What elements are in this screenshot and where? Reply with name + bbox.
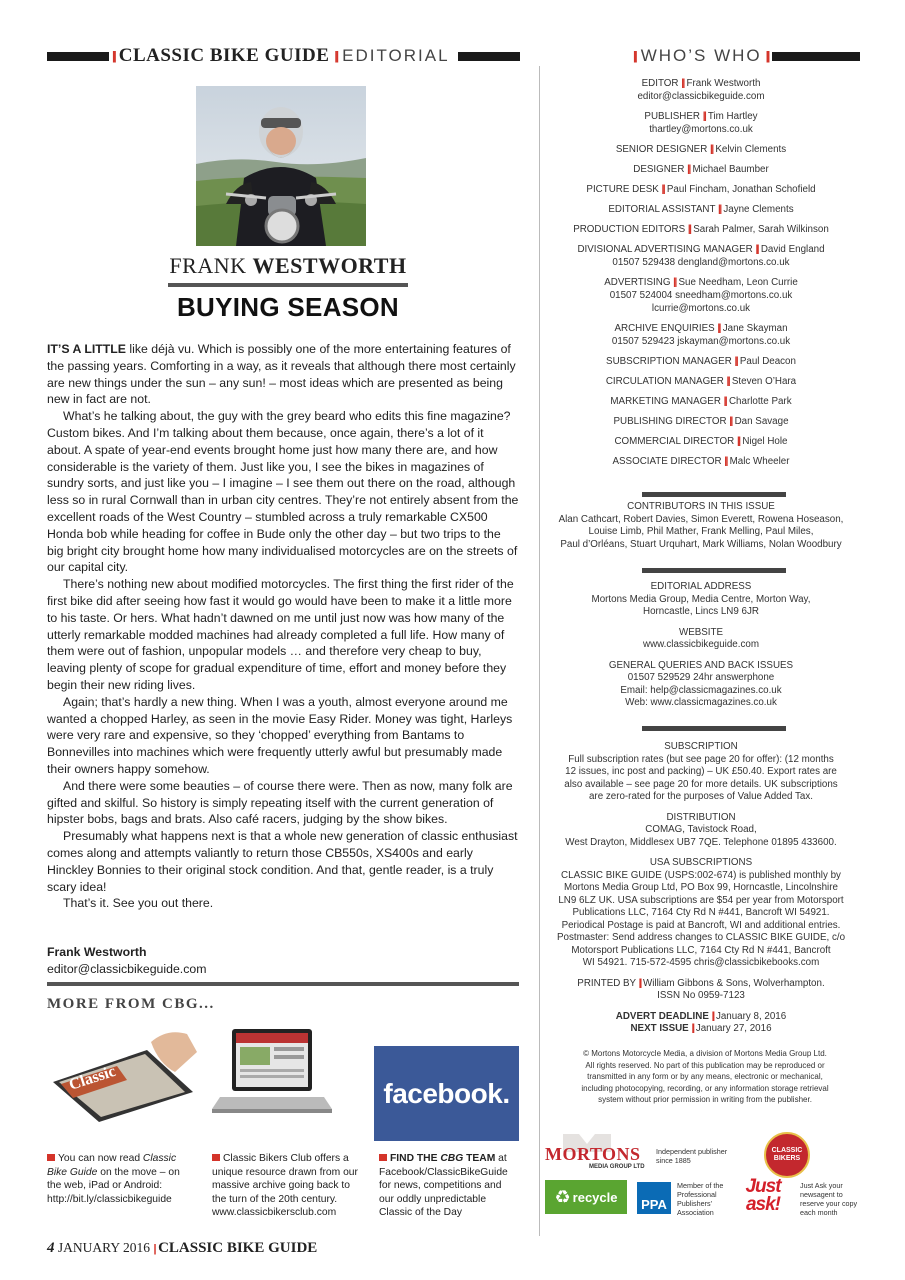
lead-in: IT’S A LITTLE — [47, 342, 127, 356]
contributors-line: Alan Cathcart, Robert Davies, Simon Everett, Rowena Hoseason, — [558, 513, 844, 525]
staff-entry — [541, 243, 861, 269]
indep-line: since 1885 — [656, 1156, 691, 1165]
staff-name: Malc Wheeler — [729, 456, 790, 467]
headline: BUYING SEASON — [176, 292, 400, 322]
subscription-line: are zero-rated for the purposes of Value Added Tax. — [588, 791, 814, 802]
next-issue — [541, 1023, 861, 1036]
just-ask-logo — [734, 1176, 792, 1216]
author-rule — [168, 283, 408, 287]
badge-text: CLASSIC — [771, 1147, 803, 1154]
section-rule — [642, 726, 786, 731]
address-line: Horncastle, Lincs LN9 6JR — [643, 606, 759, 617]
promo-text: at Facebook/ClassicBikeGuide for news, competitions and our oddly unpredictable Classic of the Day — [379, 1153, 508, 1218]
paragraph: Presumably what happens next is that a whole new generation of classic enthusiast comes along and attempts valiantly to return those CB550s, XS400s and early Hinckley Bonnies to their original stock condition. And that, gentle reader, is a truly scary idea! — [47, 829, 518, 894]
section-header — [47, 44, 520, 68]
staff-role: MARKETING MANAGER — [610, 396, 721, 407]
printed-name: William Gibbons & Sons, Wolverhampton. — [643, 977, 825, 989]
staff-name: Kelvin Clements — [715, 144, 787, 155]
queries-web[interactable]: Web: www.classicmagazines.co.uk — [625, 697, 777, 708]
staff-contact: thartley@mortons.co.uk — [649, 124, 753, 135]
promo-club — [212, 1152, 364, 1220]
staff-entry — [541, 77, 861, 103]
article-body — [47, 341, 520, 912]
ppa-line: Member of the — [677, 1181, 724, 1190]
separator: || — [717, 323, 720, 334]
ppa-line: Association — [677, 1208, 714, 1217]
staff-role: ADVERTISING — [604, 277, 671, 288]
usa-line: Publications LLC, 7164 Cty Rd N #441, Bancroft WI 54921. — [572, 907, 830, 918]
staff-role: EDITOR — [641, 78, 679, 89]
magazine-title: CLASSIC BIKE GUIDE — [118, 45, 330, 66]
section-rule — [642, 492, 786, 497]
promo-text: Classic Bikers Club offers a unique resource drawn from our massive archive going back to the turn of the 20th century. www.classicbikersclub.com — [212, 1153, 358, 1218]
promo-text: TEAM — [463, 1153, 496, 1164]
staff-entry — [541, 203, 861, 216]
usa-line: Periodical Postage is paid at Bancroft, WI and additional entries. — [561, 919, 841, 931]
separator: || — [736, 436, 740, 447]
staff-role: DESIGNER — [633, 164, 685, 175]
signoff — [47, 944, 347, 978]
staff-contact: 01507 529423 jskayman@mortons.co.uk — [611, 336, 791, 347]
staff-entry — [541, 415, 861, 428]
separator: || — [726, 376, 730, 387]
promo-text: Classic Bike Guide — [47, 1153, 177, 1178]
staff-contact: 01507 529438 dengland@mortons.co.uk — [612, 257, 790, 268]
recycle-logo — [545, 1180, 627, 1214]
subscription-line: also available – see page 20 for more details. UK subscriptions — [564, 778, 838, 790]
copyright-line: including photocopying, recording, or any information storage retrieval — [581, 1083, 829, 1093]
paragraph-text: like déjà vu. Which is possibly one of the more entertaining features of the passing years. Comforting in a way, as it reveals that although there most certainly are new things under the sun – any sun! – most ideas which are presented as being new in fact are not. — [47, 342, 516, 407]
bullet-icon — [212, 1154, 220, 1161]
paragraph: There’s nothing new about modified motorcycles. The first thing the first rider of the first bike did after seeing how fast it would go would have been to make it a little more to his taste. Or hers. What hadn’t dawned on me until just now was how many of the utterly remarkable modded machines had already completed a full life. How many of them were out of fashion, unpopular models … and therefore very cheap to buy, leaving plenty of scope for gradual expenditure of time, effort and money before they begin their new riding lives. — [47, 577, 514, 692]
header-bar-right — [772, 52, 860, 61]
usa-line: Mortons Media Group Ltd, PO Box 99, Horncastle, Lincolnshire — [564, 882, 838, 893]
page-number: 4 — [47, 1240, 55, 1256]
facebook-logo[interactable] — [374, 1046, 519, 1141]
whos-who-header — [540, 44, 860, 68]
staff-name: Sue Needham, Leon Currie — [678, 277, 798, 288]
staff-entry — [541, 110, 861, 136]
separator: || — [153, 1241, 155, 1255]
separator: || — [724, 456, 727, 467]
contributors-line: Louise Limb, Phil Mather, Frank Melling, Paul Miles, — [588, 526, 814, 537]
subscription-line: Full subscription rates (but see page 20 for offer): (12 months — [568, 753, 834, 765]
signoff-email[interactable]: editor@classicbikeguide.com — [47, 962, 207, 976]
header-bar-left — [47, 52, 109, 61]
staff-role: SUBSCRIPTION MANAGER — [606, 356, 732, 367]
staff-contact: 01507 524004 sneedham@mortons.co.uk — [609, 290, 793, 301]
issn: ISSN No 0959-7123 — [657, 990, 745, 1001]
promo-text: FIND THE — [390, 1153, 441, 1164]
address-line: Mortons Media Group, Media Centre, Morton Way, — [591, 593, 811, 605]
staff-entry — [541, 276, 861, 315]
copyright-line: transmitted in any form or by any means, electronic or mechanical, — [587, 1072, 823, 1081]
staff-entry — [541, 455, 861, 468]
staff-name: Sarah Palmer, Sarah Wilkinson — [693, 224, 829, 235]
staff-name: Frank Westworth — [686, 78, 761, 89]
separator: || — [729, 416, 732, 427]
staff-role: DIVISIONAL ADVERTISING MANAGER — [577, 244, 753, 255]
separator: || — [702, 111, 706, 122]
contributors-line: Paul d’Orléans, Stuart Urquhart, Mark Williams, Nolan Woodbury — [560, 538, 842, 550]
just-ask-text — [800, 1181, 857, 1217]
staff-name: Michael Baumber — [692, 164, 769, 175]
usa-line: CLASSIC BIKE GUIDE (USPS:002-674) is published monthly by — [561, 869, 841, 881]
staff-entry — [541, 143, 861, 156]
staff-entry — [541, 435, 861, 448]
distribution-line: COMAG, Tavistock Road, — [645, 824, 757, 835]
header-bar-right — [458, 52, 520, 61]
contributors-title: CONTRIBUTORS IN THIS ISSUE — [627, 501, 775, 512]
header-separator: || — [334, 49, 338, 63]
staff-name: Steven O’Hara — [731, 376, 797, 387]
paragraph — [47, 341, 520, 408]
separator: || — [673, 277, 676, 288]
copyright-line: system without prior permission in writing from the publisher. — [598, 1095, 812, 1104]
staff-role: EDITORIAL ASSISTANT — [608, 204, 716, 215]
contributors — [541, 501, 861, 551]
queries-email[interactable]: Email: help@classicmagazines.co.uk — [620, 684, 782, 696]
staff-name: Charlotte Park — [728, 396, 792, 407]
queries-phone: 01507 529529 24hr answerphone — [627, 672, 775, 683]
author-first-name: FRANK — [169, 253, 247, 278]
usa-line: Motorsport Publications LLC, 7164 Cty Rd N #441, Bancroft — [571, 944, 831, 956]
ppa-wordmark: PPA — [641, 1197, 667, 1212]
staff-role: PUBLISHING DIRECTOR — [613, 416, 727, 427]
queries-title: GENERAL QUERIES AND BACK ISSUES — [608, 659, 794, 671]
more-divider — [47, 982, 519, 986]
staff-entry — [541, 183, 861, 196]
copyright — [560, 1048, 850, 1106]
separator: || — [681, 78, 684, 89]
promo-text: You can now read — [58, 1153, 143, 1164]
paragraph: Again; that’s hardly a new thing. When I was a youth, almost everyone around me wanted a chopped Harley, as seen in the movie Easy Rider. Money was tight, Harleys were very rare and expensive, so they ‘chopped’ everything from Bantams to Bonnevilles into machines which were frequently utterly awful but presumably made their owners happy somehow. — [47, 694, 513, 776]
deadline-date: January 8, 2016 — [715, 1010, 787, 1022]
section-name: EDITORIAL — [342, 46, 450, 65]
staff-role: CIRCULATION MANAGER — [605, 376, 724, 387]
section-rule — [642, 568, 786, 573]
more-title: MORE FROM CBG... — [47, 996, 215, 1012]
ppa-logo — [637, 1182, 671, 1214]
issue-date: JANUARY 2016 — [57, 1240, 151, 1255]
just-ask-wordmark: Just ask! — [745, 1176, 781, 1215]
header-separator: || — [633, 49, 636, 63]
separator: || — [723, 396, 727, 407]
staff-name: Jayne Clements — [723, 204, 794, 215]
subscription-line: 12 issues, inc post and packing) – UK £50.40. Export rates are — [565, 766, 837, 777]
recycle-wordmark: recycle — [572, 1189, 618, 1205]
separator: || — [687, 224, 691, 235]
staff-name: David England — [760, 244, 825, 255]
staff-name: Paul Fincham, Jonathan Schofield — [666, 184, 816, 195]
page-footer — [47, 1240, 317, 1257]
tablet-image — [47, 1022, 197, 1122]
ppa-line: Publishers’ — [677, 1199, 713, 1208]
author-last-name: WESTWORTH — [252, 253, 407, 278]
ja-line: Just Ask your — [800, 1181, 843, 1190]
author-photo — [196, 86, 366, 246]
staff-role: COMMERCIAL DIRECTOR — [614, 436, 735, 447]
staff-name: Dan Savage — [734, 416, 789, 427]
staff-role: PICTURE DESK — [586, 184, 659, 195]
paragraph: What’s he talking about, the guy with the grey beard who edits this fine magazine? Custom bikes. And I’m talking about them because, once again, there’s a lot of it about. A spate of year-end events brought home just how many there are, and how considerable is the variety of them. Just like you, I see the bikes in magazines of sundry sorts, and just like you – I imagine – I see them out there on the road, although less so in rural Cornwall than in urban city centres. They’re not entirely absent from the excellent roads of the West Country – stumbled across a truly remarkable CX500 Honda bob while heading for coffee in Bude only the other day – but two trips to the big bright city brought home how many individualised motorcycles are on the streets of our capital city. — [47, 409, 519, 575]
whos-who-title: WHO’S WHO — [640, 46, 762, 65]
promo-digital — [47, 1152, 187, 1206]
separator: || — [638, 977, 641, 989]
next-role: NEXT ISSUE — [630, 1023, 689, 1034]
copyright-line: © Mortons Motorcycle Media, a division of Mortons Media Group Ltd. — [583, 1049, 827, 1058]
ppa-text — [677, 1181, 723, 1217]
independent-publisher — [656, 1147, 727, 1165]
printed-by — [541, 978, 861, 991]
recycle-icon: ♻ — [554, 1186, 571, 1207]
ppa-line: Professional — [677, 1190, 717, 1199]
distribution-line: West Drayton, Middlesex UB7 7QE. Telephone 01895 433600. — [565, 836, 837, 848]
promo-text: CBG — [440, 1153, 464, 1164]
staff-role: ARCHIVE ENQUIRIES — [614, 323, 715, 334]
paragraph: That’s it. See you out there. — [63, 896, 214, 911]
staff-name: Paul Deacon — [739, 356, 796, 367]
separator: || — [734, 356, 738, 367]
printed-role: PRINTED BY — [577, 977, 636, 989]
promo-text: on the move – on the web, iPad or Android: http://bit.ly/classicbikeguide — [47, 1166, 180, 1205]
separator: || — [755, 244, 759, 255]
ja-line: reserve your copy — [800, 1199, 858, 1208]
subscription-info — [541, 741, 861, 1036]
next-date: January 27, 2016 — [695, 1023, 772, 1034]
separator: || — [691, 1023, 694, 1034]
advert-deadline — [541, 1011, 861, 1024]
classic-bikers-badge — [764, 1132, 810, 1178]
distribution-title: DISTRIBUTION — [666, 811, 736, 823]
badge-text: BIKERS — [773, 1155, 801, 1162]
subscription-title: SUBSCRIPTION — [664, 741, 738, 752]
bullet-icon — [47, 1154, 55, 1161]
indep-line: Independent publisher — [656, 1147, 728, 1156]
staff-name: Tim Hartley — [707, 111, 758, 122]
staff-list — [541, 77, 861, 475]
bullet-icon — [379, 1154, 387, 1161]
column-divider — [539, 66, 540, 1236]
paragraph: And there were some beauties – of course there were. Then as now, many folk are gifted and skilful. So history is simply repeating itself with the current generation of hipster bobs, bags and brats. Also café racers, judging by the show bikes. — [47, 778, 513, 827]
staff-name: Nigel Hole — [742, 436, 788, 447]
staff-name: Jane Skayman — [722, 323, 788, 334]
signoff-name: Frank Westworth — [47, 945, 147, 959]
separator: || — [710, 144, 713, 155]
staff-entry — [541, 355, 861, 368]
staff-role: PUBLISHER — [644, 111, 700, 122]
separator: || — [711, 1010, 714, 1022]
editorial-address — [541, 581, 861, 710]
facebook-wordmark: facebook. — [383, 1077, 510, 1109]
address-title: EDITORIAL ADDRESS — [650, 581, 752, 592]
staff-contact: lcurrie@mortons.co.uk — [651, 303, 751, 314]
usa-title: USA SUBSCRIPTIONS — [649, 857, 753, 868]
staff-entry — [541, 322, 861, 348]
website-url[interactable]: www.classicbikeguide.com — [643, 639, 759, 650]
website-title: WEBSITE — [678, 626, 724, 638]
header-separator: || — [112, 49, 115, 63]
staff-entry — [541, 223, 861, 236]
usa-line: WI 54921. 715-572-4595 chris@classicbikebooks.com — [582, 957, 820, 968]
separator: || — [661, 184, 665, 195]
ja-line: each month — [800, 1208, 838, 1217]
header-separator: || — [765, 49, 769, 63]
laptop-image — [206, 1025, 336, 1120]
staff-entry — [541, 375, 861, 388]
separator: || — [718, 204, 721, 215]
usa-line: Postmaster: Send address changes to CLASSIC BIKE GUIDE, c/o — [556, 932, 846, 943]
staff-role: PRODUCTION EDITORS — [573, 224, 686, 235]
footer-magazine-title: CLASSIC BIKE GUIDE — [158, 1240, 318, 1256]
staff-contact: editor@classicbikeguide.com — [637, 91, 765, 102]
staff-entry — [541, 395, 861, 408]
staff-entry — [541, 163, 861, 176]
mortons-logo — [545, 1132, 650, 1172]
staff-role: ASSOCIATE DIRECTOR — [612, 456, 722, 467]
mortons-subtitle: MEDIA GROUP LTD — [589, 1164, 645, 1170]
author-name — [168, 253, 408, 279]
tablet-cover-word: Classic — [66, 1062, 118, 1094]
promo-facebook — [379, 1152, 515, 1220]
copyright-line: All rights reserved. No part of this publication may be reproduced or — [585, 1060, 825, 1070]
ja-line: newsagent to — [800, 1190, 843, 1199]
usa-line: LN9 6LZ UK. USA subscriptions are $54 per year from Motorsport — [558, 894, 844, 906]
mortons-wordmark: MORTONS — [545, 1144, 641, 1164]
separator: || — [687, 164, 690, 175]
deadline-role: ADVERT DEADLINE — [615, 1010, 709, 1022]
staff-role: SENIOR DESIGNER — [615, 144, 708, 155]
